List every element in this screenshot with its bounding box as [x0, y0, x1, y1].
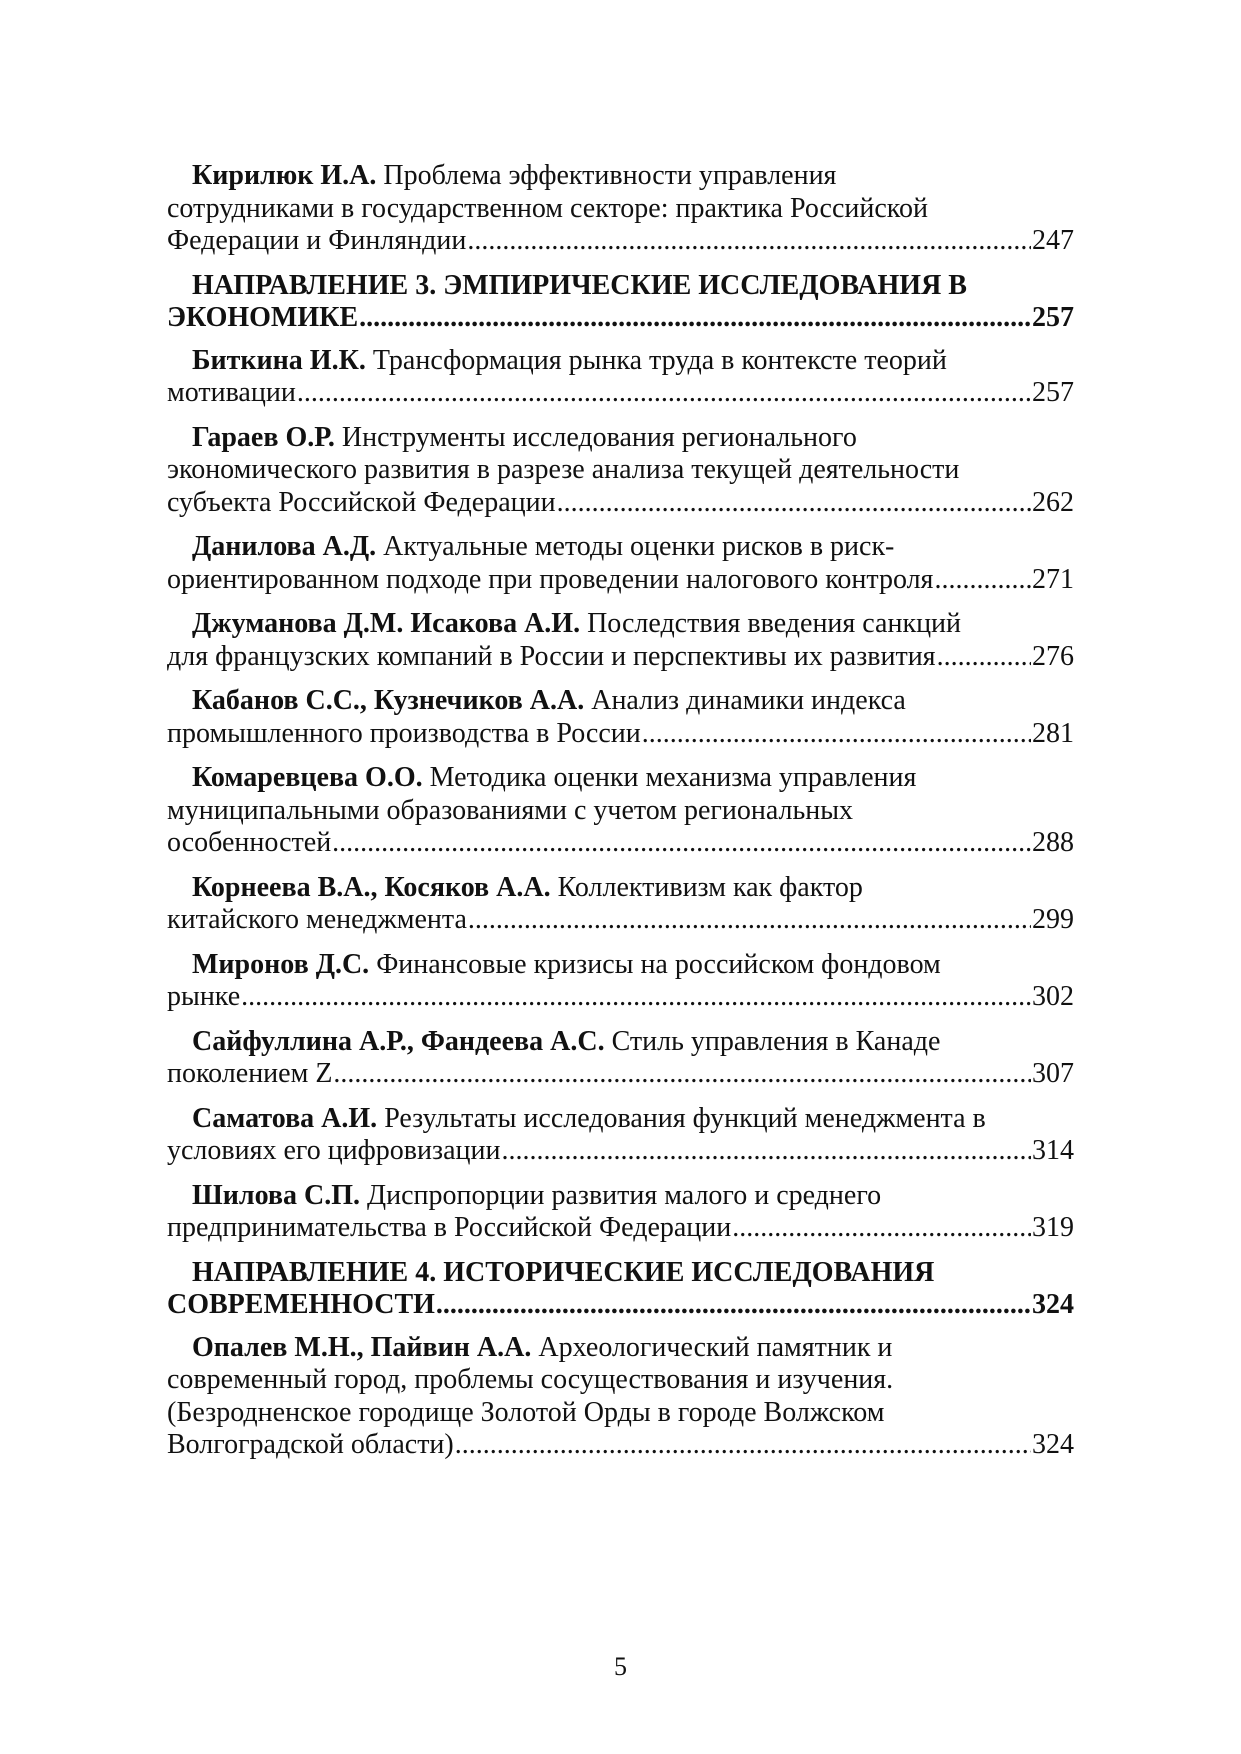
toc-title-text: (Безродненское городище Золотой Орды в городе Волжском	[167, 1396, 885, 1428]
toc-section-heading	[167, 270, 1074, 335]
toc-line	[167, 1332, 1074, 1365]
toc-author: Корнеева В.А., Косяков А.А.	[192, 871, 551, 903]
toc-entry	[167, 1180, 1074, 1245]
toc-entry	[167, 345, 1074, 410]
toc-title-text: Стиль управления в Канаде	[611, 1025, 941, 1057]
dot-leader	[241, 981, 1031, 1014]
toc-line	[167, 1257, 1074, 1290]
toc-author: Биткина И.К.	[192, 344, 366, 376]
dot-leader	[359, 302, 1031, 335]
toc-title-text: промышленного производства в России	[167, 717, 641, 749]
toc-entry	[167, 685, 1074, 750]
toc-title-text: СОВРЕМЕННОСТИ	[167, 1289, 435, 1320]
toc-leader-line	[167, 564, 1074, 597]
toc-entry	[167, 531, 1074, 596]
toc-author: Шилова С.П.	[192, 1179, 361, 1211]
toc-entry	[167, 422, 1074, 520]
toc-line	[167, 685, 1074, 718]
toc-leader-line	[167, 1289, 1074, 1322]
toc-line	[167, 1397, 1074, 1430]
dot-leader	[436, 1289, 1031, 1322]
page-number: 5	[614, 1652, 627, 1681]
toc-leader-line	[167, 904, 1074, 937]
toc-title-text: экономического развития в разрезе анализа текущей деятельности	[167, 454, 960, 485]
toc-page-number: 262	[1032, 486, 1074, 518]
toc-entry	[167, 1103, 1074, 1168]
toc-leader-line	[167, 981, 1074, 1014]
toc-line	[167, 345, 1074, 378]
toc-title-text: мотивации	[167, 377, 296, 408]
toc-page-number: 281	[1032, 717, 1074, 749]
toc-line	[167, 949, 1074, 982]
toc-line	[167, 1103, 1074, 1136]
toc-author: Джуманова Д.М. Исакова А.И.	[192, 608, 581, 639]
toc-author: Сайфуллина А.Р., Фандеева А.С.	[192, 1025, 605, 1057]
toc-leader-line	[167, 1212, 1074, 1245]
toc-leader-line	[167, 377, 1074, 410]
toc-entry	[167, 608, 1074, 673]
dot-leader	[467, 225, 1031, 258]
toc-line	[167, 1180, 1074, 1213]
dot-leader	[642, 718, 1031, 751]
toc-line	[167, 531, 1074, 564]
toc-title-text: сотрудниками в государственном секторе: практика Российской	[167, 192, 928, 224]
toc-title-text: Актуальные методы оценки рисков в риск-	[383, 531, 895, 562]
dot-leader	[297, 377, 1031, 410]
dot-leader	[468, 904, 1031, 937]
toc-page-number: 324	[1032, 1429, 1074, 1460]
toc-title-text: предпринимательства в Российской Федерации	[167, 1212, 732, 1243]
toc-title-text: особенностей	[167, 827, 332, 858]
dot-leader	[333, 1058, 1031, 1091]
dot-leader	[455, 1429, 1031, 1462]
toc-title-text: ориентированном подходе при проведении налогового контроля	[167, 563, 934, 595]
toc-author: Данилова А.Д.	[192, 531, 377, 562]
toc-page-number: 288	[1032, 827, 1074, 858]
toc-title-text: для французских компаний в России и перспективы их развития	[167, 640, 936, 672]
toc-entry	[167, 949, 1074, 1014]
toc-leader-line	[167, 827, 1074, 860]
toc-entry	[167, 872, 1074, 937]
toc-title-text: НАПРАВЛЕНИЕ 3. ЭМПИРИЧЕСКИЕ ИССЛЕДОВАНИЯ В	[192, 269, 967, 301]
toc-line	[167, 608, 1074, 641]
toc-title-text: Федерации и Финляндии	[167, 225, 467, 256]
toc-line	[167, 193, 1074, 226]
toc-leader-line	[167, 1135, 1074, 1168]
dot-leader	[937, 641, 1031, 674]
toc-title-text: Методика оценки механизма управления	[429, 762, 917, 793]
toc-page-number: 257	[1032, 302, 1074, 333]
toc-title-text: Финансовые кризисы на российском фондовом	[376, 948, 941, 980]
toc-title-text: Волгоградской области)	[167, 1429, 454, 1460]
toc-line	[167, 160, 1074, 193]
dot-leader	[332, 827, 1031, 860]
toc-author: Гараев О.Р.	[192, 421, 335, 453]
dot-leader	[732, 1212, 1031, 1245]
toc-page-number: 324	[1032, 1289, 1074, 1320]
toc-title-text: Трансформация рынка труда в контексте теорий	[372, 344, 947, 376]
toc-title-text: Проблема эффективности управления	[383, 160, 837, 191]
toc-line	[167, 422, 1074, 455]
dot-leader	[557, 487, 1031, 520]
toc-line	[167, 872, 1074, 905]
toc-title-text: ЭКОНОМИКЕ	[167, 302, 359, 333]
toc-author: Опалев М.Н., Пайвин А.А.	[192, 1331, 532, 1363]
toc-title-text: Анализ динамики индекса	[591, 685, 906, 716]
toc-leader-line	[167, 302, 1074, 335]
toc-leader-line	[167, 718, 1074, 751]
toc-title-text: китайского менеджмента	[167, 904, 467, 935]
toc-author: Саматова А.И.	[192, 1102, 378, 1134]
toc-page-number: 314	[1032, 1135, 1074, 1166]
dot-leader	[501, 1135, 1031, 1168]
toc-section-heading	[167, 1257, 1074, 1322]
toc-title-text: Археологический памятник и	[538, 1331, 893, 1363]
toc-title-text: Инструменты исследования регионального	[341, 421, 857, 453]
toc-author: Комаревцева О.О.	[192, 762, 423, 793]
toc-title-text: муниципальными образованиями с учетом региональных	[167, 794, 854, 826]
toc-title-text: поколением Z	[167, 1058, 333, 1089]
toc-title-text: Результаты исследования функций менеджмента в	[384, 1102, 986, 1134]
toc-leader-line	[167, 487, 1074, 520]
toc-entry	[167, 762, 1074, 860]
toc-title-text: современный город, проблемы сосуществования и изучения.	[167, 1364, 894, 1395]
toc-leader-line	[167, 1429, 1074, 1462]
toc-title-text: субъекта Российской Федерации	[167, 486, 556, 518]
toc-author: Миронов Д.С.	[192, 948, 370, 980]
toc-page-number: 302	[1032, 981, 1074, 1012]
toc-page-number: 257	[1032, 377, 1074, 408]
toc-title-text: НАПРАВЛЕНИЕ 4. ИСТОРИЧЕСКИЕ ИССЛЕДОВАНИЯ	[192, 1256, 935, 1288]
toc-page-number: 271	[1032, 563, 1074, 595]
toc-entry	[167, 1332, 1074, 1462]
toc-title-text: Диспропорции развития малого и среднего	[367, 1179, 882, 1211]
toc-page-number: 276	[1032, 640, 1074, 672]
toc-page-number: 247	[1032, 225, 1074, 256]
toc-page-number: 299	[1032, 904, 1074, 935]
toc-page-number: 319	[1032, 1212, 1074, 1243]
toc-author: Кабанов С.С., Кузнечиков А.А.	[192, 685, 585, 716]
dot-leader	[934, 564, 1031, 597]
toc-title-text: Коллективизм как фактор	[557, 871, 863, 903]
toc-line	[167, 795, 1074, 828]
toc-entry	[167, 1026, 1074, 1091]
toc-line	[167, 1364, 1074, 1397]
toc-leader-line	[167, 225, 1074, 258]
toc-line	[167, 1026, 1074, 1059]
toc-line	[167, 270, 1074, 303]
toc-leader-line	[167, 1058, 1074, 1091]
toc-author: Кирилюк И.А.	[192, 160, 377, 191]
toc-entry	[167, 160, 1074, 258]
toc-title-text: Последствия введения санкций	[587, 608, 962, 639]
toc-leader-line	[167, 641, 1074, 674]
table-of-contents	[167, 160, 1074, 1474]
toc-line	[167, 762, 1074, 795]
toc-title-text: рынке	[167, 981, 241, 1012]
toc-title-text: условиях его цифровизации	[167, 1135, 501, 1166]
toc-line	[167, 454, 1074, 487]
toc-page-number: 307	[1032, 1058, 1074, 1089]
